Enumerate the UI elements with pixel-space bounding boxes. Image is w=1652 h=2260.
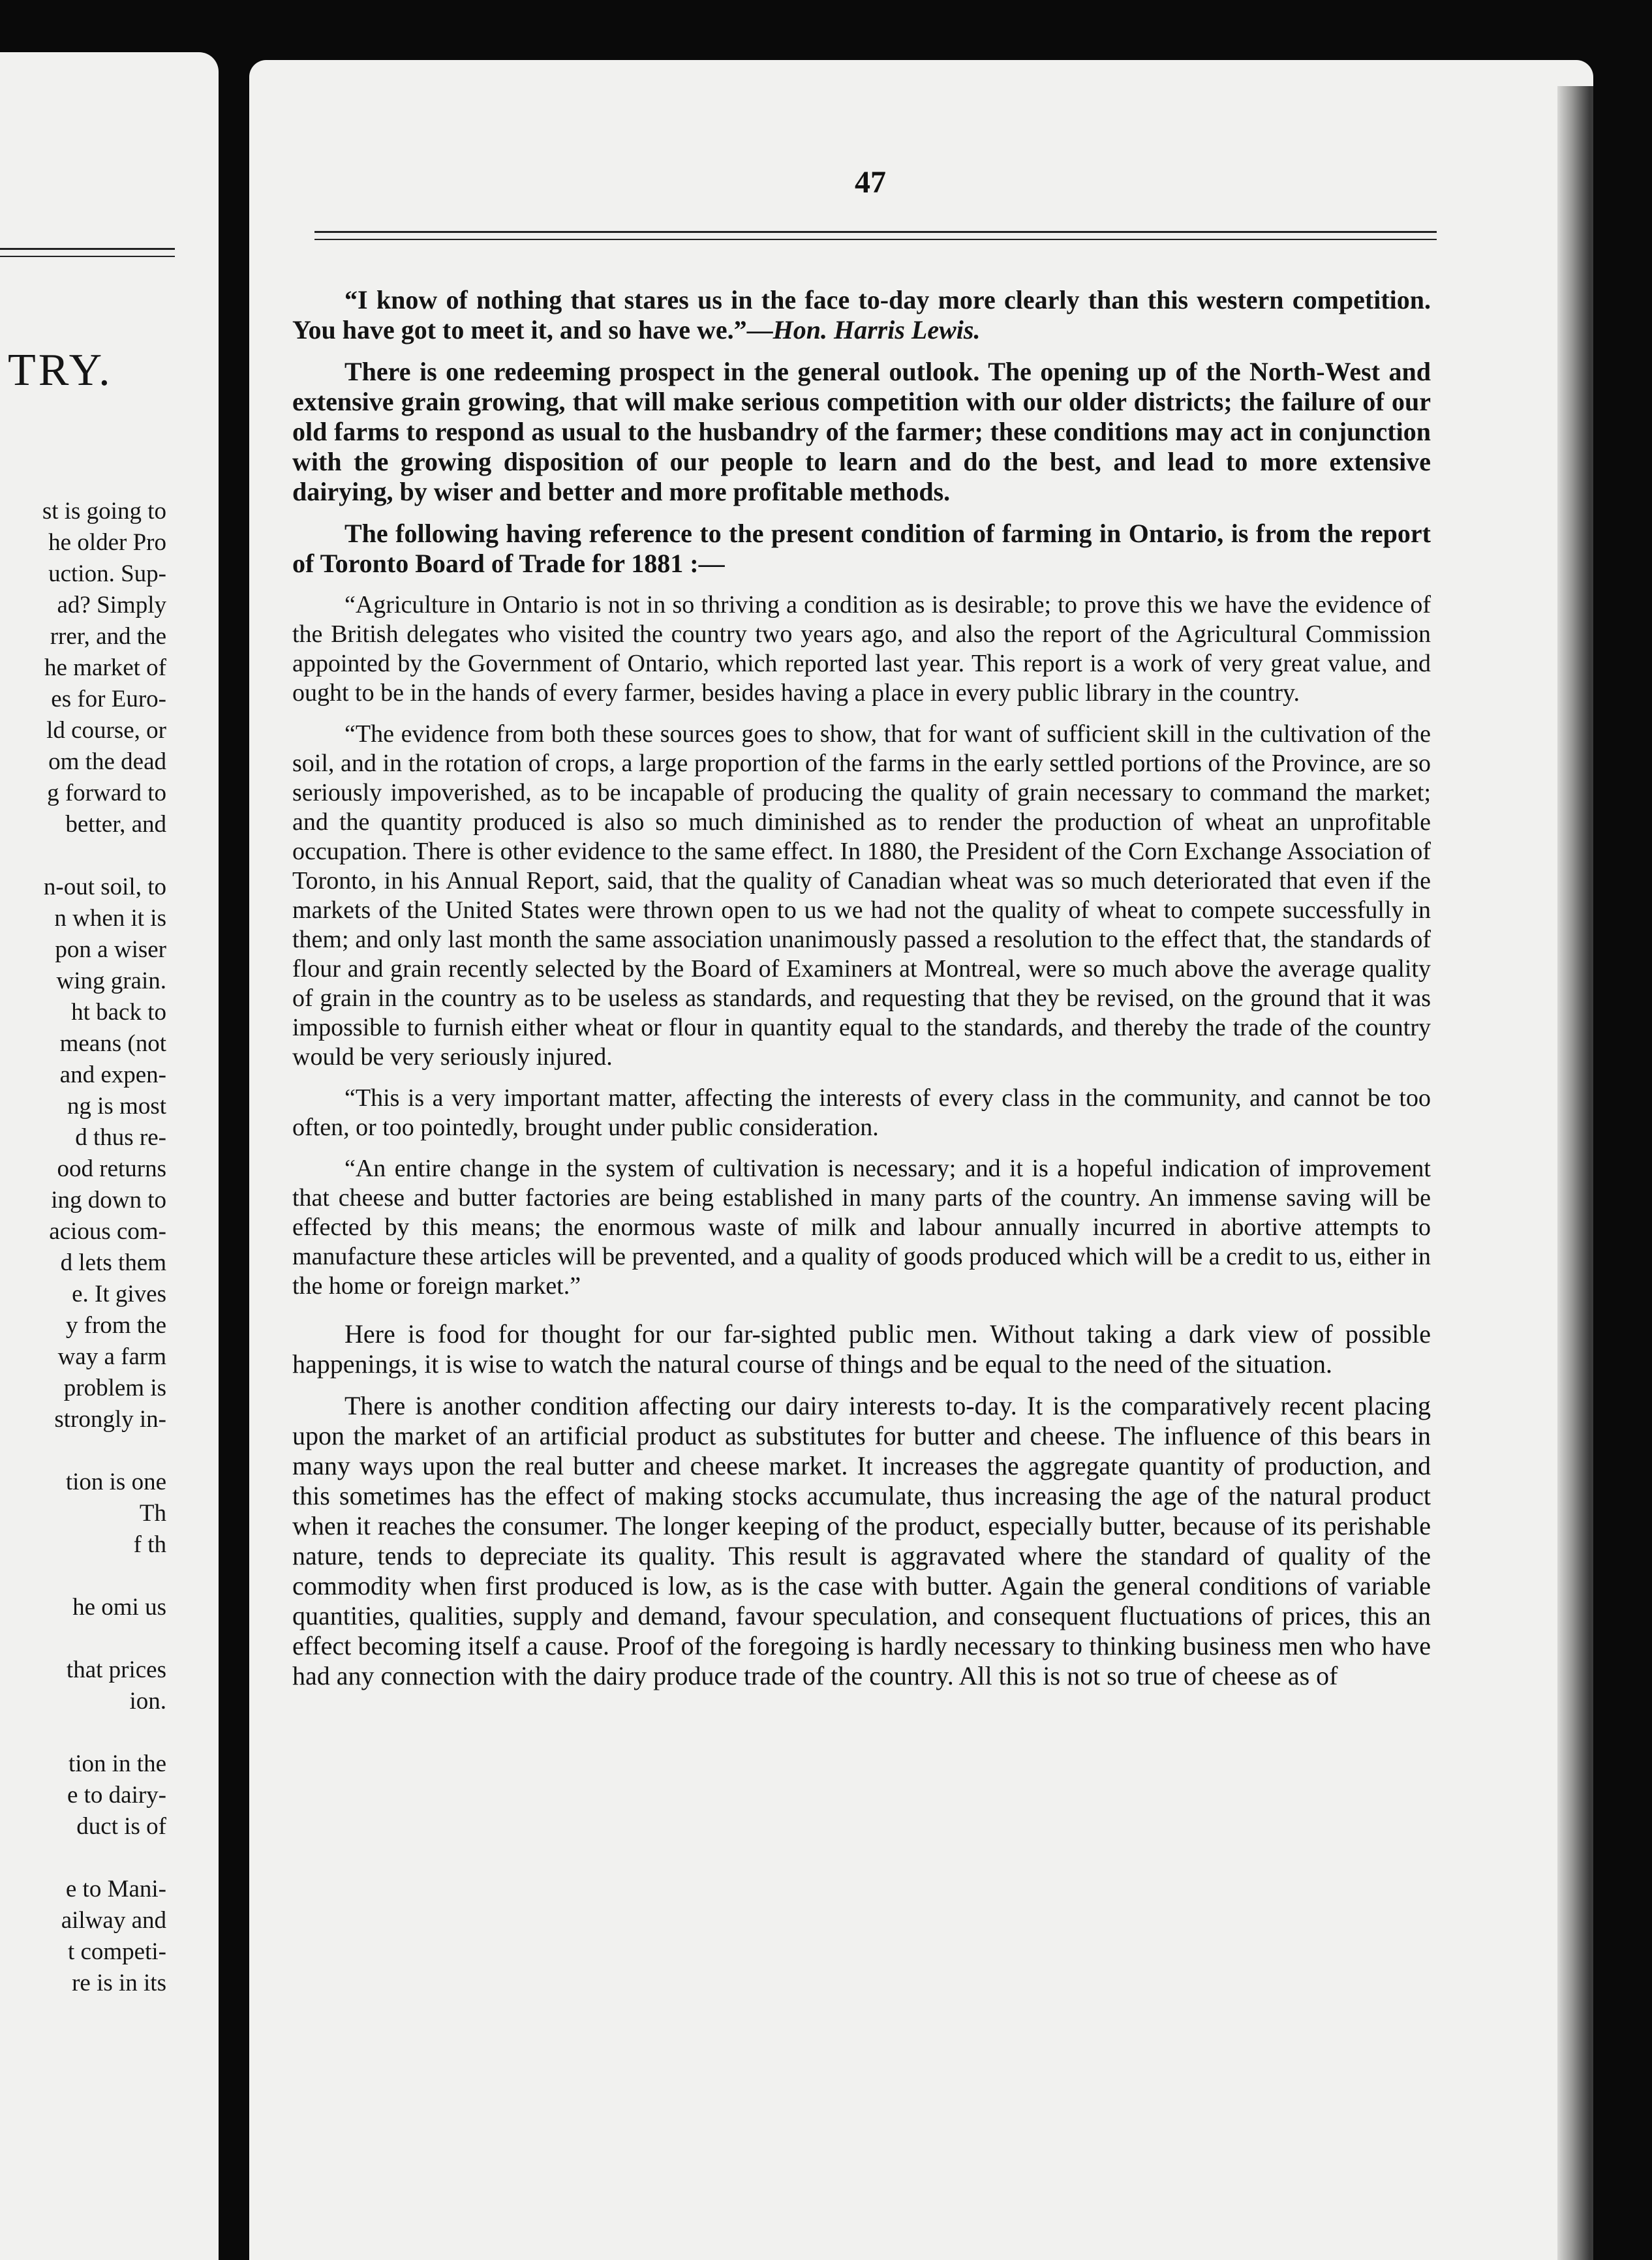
left-text-line: and expen- xyxy=(59,1061,166,1088)
header-rule xyxy=(314,231,1437,233)
left-page-text xyxy=(0,496,166,1999)
left-text-line: strongly in- xyxy=(54,1406,166,1433)
left-text-line: he market of xyxy=(44,654,166,681)
left-text-line: t competi- xyxy=(67,1938,166,1965)
left-page-fragment xyxy=(0,52,219,2260)
quote-text: “I know of nothing that stares us in the face to-day more clearly than this western competition. You have got to meet it, and so have we.”— xyxy=(292,285,1431,344)
left-text-line: tion in the xyxy=(68,1750,166,1777)
left-text-line: g forward to xyxy=(47,780,166,806)
paragraph-board-of-trade-intro: The following having reference to the present condition of farming in Ontario, is from the report of Toronto Board of Trade for 1881 :— xyxy=(292,519,1431,578)
left-text-line: ion. xyxy=(129,1688,166,1715)
left-text-line: ailway and xyxy=(61,1907,166,1934)
quote-entire-change: “An entire change in the system of cultivation is necessary; and it is a hopeful indication of improvement that cheese and butter factories are being established in many parts of the country. An immense saving will be effected by this means; the enormous waste of milk and labour annually incurred in abortive attempts to manufacture these articles will be prevented, and a quality of goods produced which will be a credit to us, either in the home or foreign market.” xyxy=(292,1155,1431,1300)
left-text-line: e to dairy- xyxy=(67,1782,166,1809)
left-text-line: d thus re- xyxy=(75,1124,166,1151)
left-text-line: he older Pro xyxy=(48,529,166,556)
left-text-line: rrer, and the xyxy=(50,623,166,650)
left-text-line: acious com- xyxy=(49,1218,166,1245)
left-text-line: re is in its xyxy=(72,1970,166,1996)
paragraph-artificial-product: There is another condition affecting our dairy interests to-day. It is the comparatively recent placing upon the market of an artificial product as substitutes for butter and cheese. The influence of this bears in many ways upon the real butter and cheese market. It increases the aggregate quantity of production, and this sometimes has the effect of making stocks accumulate, thus increasing the age of the natural product when it reaches the consumer. The longer keeping of the product, especially butter, because of its perishable nature, tends to depreciate its quality. This result is aggravated where the standard of quality of the commodity when first produced is low, as is the case with butter. Again the general conditions of variable quantities, qualities, supply and demand, favour speculation, and consequent fluctuations of prices, this an effect becoming itself a cause. Proof of the foregoing is hardly necessary to thinking business men who have had any connection with the dairy produce trade of the country. All this is not so true of cheese as of xyxy=(292,1391,1431,1690)
left-text-line: ad? Simply xyxy=(57,592,166,618)
left-text-line: tion is one xyxy=(65,1469,166,1495)
left-text-line: ing down to xyxy=(51,1187,166,1214)
left-text-line: ht back to xyxy=(71,999,166,1026)
left-text-line: Th xyxy=(139,1500,166,1527)
page-number: 47 xyxy=(855,165,886,200)
left-text-line: f th xyxy=(133,1531,166,1558)
quote-attribution: Hon. Harris Lewis. xyxy=(772,315,981,344)
header-rule xyxy=(0,248,175,250)
left-text-line: way a farm xyxy=(57,1343,166,1370)
left-text-line: st is going to xyxy=(42,498,166,525)
left-text-line: problem is xyxy=(63,1375,166,1401)
header-rule xyxy=(0,256,175,257)
left-text-line: n when it is xyxy=(54,905,166,932)
paragraph-lewis-quote xyxy=(292,285,1431,345)
left-text-line: om the dead xyxy=(48,748,166,775)
header-rule xyxy=(314,239,1437,240)
left-text-line: ld course, or xyxy=(46,717,166,744)
left-text-line: wing grain. xyxy=(56,968,166,994)
page-edge xyxy=(1557,86,1593,2260)
page-body xyxy=(292,285,1431,1703)
paragraph-redeeming-prospect: There is one redeeming prospect in the general outlook. The opening up of the North-West and extensive grain growing, that will make serious competition with our older districts; the failure of our old farms to respond as usual to the husbandry of the farmer; these conditions may act in conjunction with the growing disposition of our people to learn and do the best, and lead to more extensive dairying, by wiser and better and more profitable methods. xyxy=(292,357,1431,506)
quote-important-matter: “This is a very important matter, affecting the interests of every class in the community, and cannot be too often, or too pointedly, brought under public consideration. xyxy=(292,1084,1431,1141)
quote-evidence: “The evidence from both these sources goes to show, that for want of sufficient skill in the cultivation of the soil, and in the rotation of crops, a large proportion of the farms in the early settled portions of the Province, are so seriously impoverished, as to be incapable of producing the quality of grain necessary to command the market; and the quantity produced is also so much diminished as to render the production of wheat an unprofitable occupation. There is other evidence to the same effect. In 1880, the President of the Corn Exchange Association of Toronto, in his Annual Report, said, that the quality of Canadian wheat was so much deteriorated that even if the markets of the United States were thrown open to us we had not the quality of wheat to compete successfully in them; and only last month the same association unanimously passed a resolution to the effect that, the standards of flour and grain recently selected by the Board of Examiners at Montreal, were so much above the average quality of grain in the country as to be useless as standards, and requesting that they be revised, on the ground that it was impossible to furnish either wheat or flour in quantity equal to the standards, and thereby the trade of the country would be very seriously injured. xyxy=(292,720,1431,1071)
left-text-line: e to Mani- xyxy=(65,1876,166,1902)
left-text-line: n-out soil, to xyxy=(43,874,166,900)
left-text-line: that prices xyxy=(66,1657,166,1683)
right-page xyxy=(249,60,1593,2260)
left-text-line: duct is of xyxy=(76,1813,166,1840)
left-text-line: e. It gives xyxy=(72,1281,166,1307)
left-text-line: uction. Sup- xyxy=(48,560,166,587)
quote-agriculture-ontario: “Agriculture in Ontario is not in so thriving a condition as is desirable; to prove this we have the evidence of the British delegates who visited the country two years ago, and also the report of the Agricultural Commission appointed by the Government of Ontario, which reported last year. This report is a work of very great value, and ought to be in the hands of every farmer, besides having a place in every public library in the country. xyxy=(292,591,1431,707)
left-text-line: y from the xyxy=(65,1312,166,1339)
left-text-line: better, and xyxy=(65,811,166,838)
left-text-line: d lets them xyxy=(60,1249,166,1276)
left-text-line: means (not xyxy=(59,1030,166,1057)
left-page-heading: TRY. xyxy=(8,345,113,395)
paragraph-food-for-thought: Here is food for thought for our far-sighted public men. Without taking a dark view of possible happenings, it is wise to watch the natural course of things and be equal to the need of the situation. xyxy=(292,1319,1431,1379)
left-text-line: pon a wiser xyxy=(55,936,166,963)
left-text-line: ood returns xyxy=(57,1155,166,1182)
left-text-line: he omi us xyxy=(72,1594,166,1621)
left-text-line: ng is most xyxy=(67,1093,166,1120)
left-text-line: es for Euro- xyxy=(51,686,166,712)
